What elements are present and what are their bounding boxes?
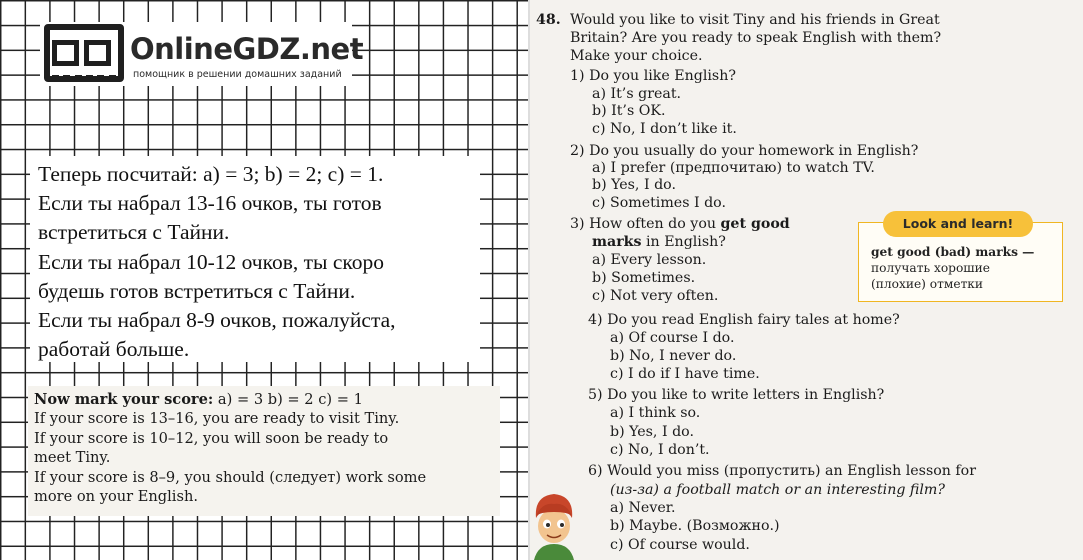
intro-line: Make your choice. [570, 48, 703, 64]
exercise-number: 48. [536, 12, 561, 28]
answer-option: a) I think so. [610, 405, 701, 421]
answer-option: c) Of course would. [610, 537, 750, 553]
question-4: 4) Do you read English fairy tales at home? [588, 312, 900, 328]
site-logo[interactable] [40, 22, 364, 86]
answer-option: c) Not very often. [592, 288, 719, 304]
answer-option: a) It’s great. [592, 86, 682, 102]
look-and-learn-term: get good (bad) marks — [871, 245, 1035, 259]
question-6: 6) Would you miss (пропустить) an English lesson for [588, 463, 976, 479]
en-line: If your score is 10–12, you will soon be ready to [34, 429, 389, 447]
question-1: 1) Do you like English? [570, 68, 736, 84]
question-3 [570, 216, 790, 233]
answer-option: c) I do if I have time. [610, 366, 760, 382]
question-6-line2: (из-за) a football match or an interesting film? [610, 482, 945, 498]
film-icon [44, 24, 124, 82]
answer-option: a) Of course I do. [610, 330, 735, 346]
ru-line: будешь готов встретиться с Тайни. [38, 278, 356, 303]
answer-option: a) I prefer (предпочитаю) to watch TV. [592, 160, 875, 176]
answer-option: c) No, I don’t like it. [592, 121, 737, 137]
question-3-bold2: marks [592, 234, 642, 250]
ru-line: Если ты набрал 10-12 очков, ты скоро [38, 249, 384, 274]
question-3-text2: in English? [641, 234, 726, 250]
intro-line: Would you like to visit Tiny and his friends in Great [570, 12, 940, 28]
en-line: more on your English. [34, 488, 199, 506]
logo-subtitle: помощник в решении домашних заданий [133, 69, 342, 80]
question-2: 2) Do you usually do your homework in English? [570, 143, 919, 159]
ru-line: Если ты набрал 8-9 очков, пожалуйста, [38, 308, 396, 333]
en-score-values: a) = 3 b) = 2 c) = 1 [213, 391, 363, 408]
answer-option: a) Never. [610, 500, 676, 516]
logo-title: OnlineGDZ.net [130, 32, 364, 66]
question-3-line2 [592, 234, 726, 251]
russian-scoring-text [30, 156, 480, 362]
intro-line: Britain? Are you ready to speak English with them? [570, 30, 942, 46]
look-and-learn-translation: (плохие) отметки [871, 277, 984, 291]
answer-option: c) Sometimes I do. [592, 195, 726, 211]
ru-line: встретиться с Тайни. [38, 220, 230, 245]
answer-option: b) Sometimes. [592, 270, 696, 286]
grid-paper-panel [0, 0, 528, 560]
question-5: 5) Do you like to write letters in English? [588, 387, 885, 403]
en-line: If your score is 13–16, you are ready to visit Tiny. [34, 410, 400, 428]
question-3-text: 3) How often do you [570, 216, 721, 232]
ru-line: работай больше. [38, 337, 190, 362]
tiny-character-illustration [528, 488, 578, 560]
answer-option: c) No, I don’t. [610, 442, 710, 458]
english-scoring-box [28, 386, 500, 516]
en-line: meet Tiny. [34, 449, 111, 467]
look-and-learn-box [858, 216, 1063, 302]
en-score-heading: Now mark your score: [34, 391, 214, 408]
answer-option: b) No, I never do. [610, 348, 737, 364]
en-score-heading-line [34, 390, 494, 409]
answer-option: a) Every lesson. [592, 252, 707, 268]
answer-option: b) Yes, I do. [610, 424, 694, 440]
answer-option: b) It’s OK. [592, 103, 666, 119]
answer-option: b) Yes, I do. [592, 177, 676, 193]
ru-line: Если ты набрал 13-16 очков, ты готов [38, 191, 382, 216]
look-and-learn-translation: получать хорошие [871, 261, 990, 275]
answer-option: b) Maybe. (Возможно.) [610, 518, 780, 534]
look-and-learn-title: Look and learn! [883, 211, 1033, 237]
en-line: If your score is 8–9, you should (следует) work some [34, 468, 427, 486]
ru-line: Теперь посчитай: a) = 3; b) = 2; c) = 1. [38, 162, 384, 186]
question-3-bold: get good [720, 216, 790, 232]
